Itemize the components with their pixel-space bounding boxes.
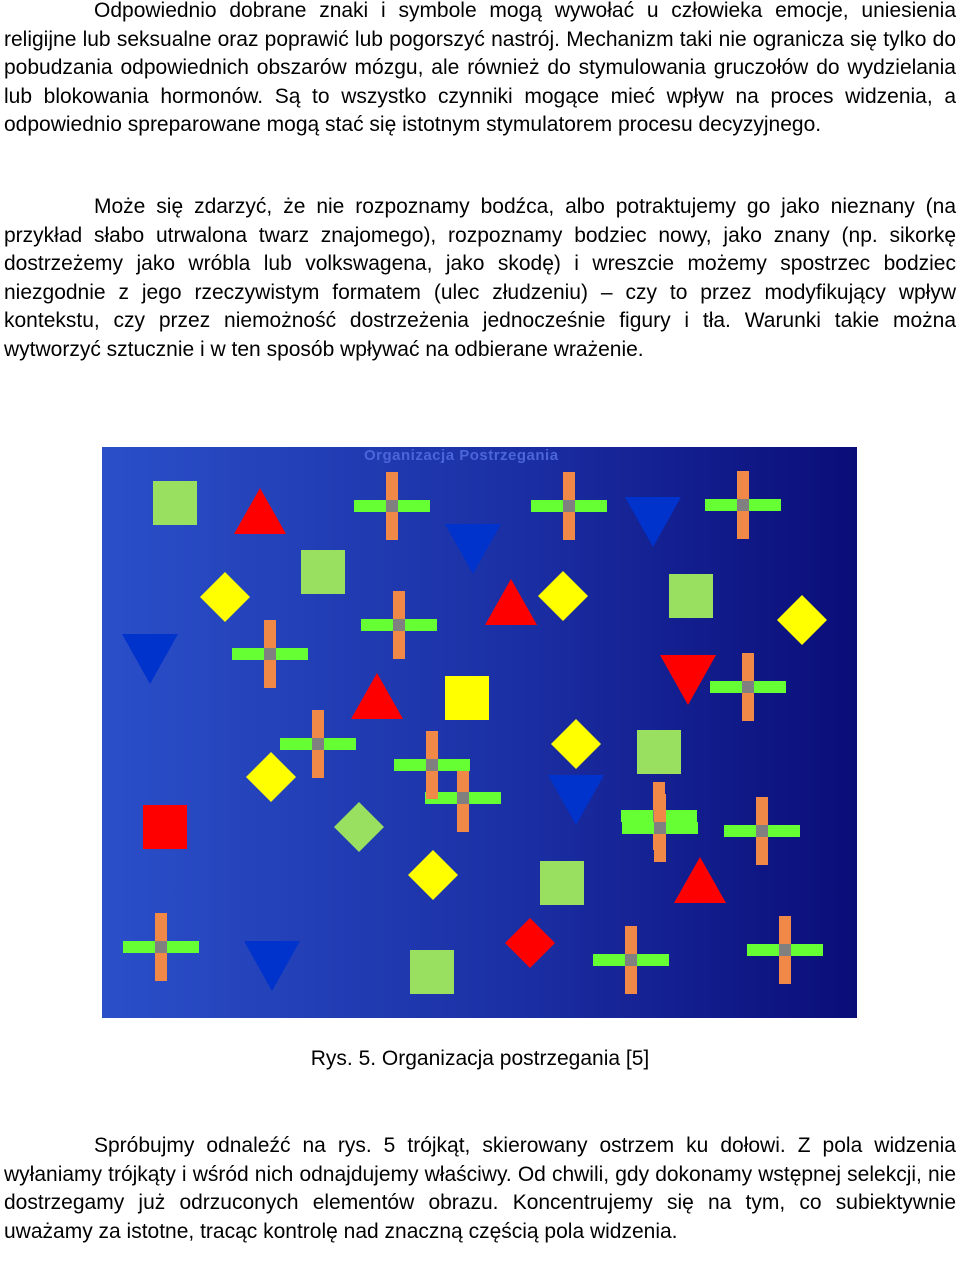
figure-shape-39-triangle-down-blue — [244, 941, 300, 991]
figure-shape-2-cross-center — [386, 500, 398, 512]
figure-shape-24-square-green — [540, 861, 584, 905]
figure-shape-19-triangle-up-red — [351, 673, 403, 719]
figure-shape-7-square-green — [301, 550, 345, 594]
figure-shapes-canvas — [102, 447, 857, 1018]
figure-organizacja-postrzegania — [102, 447, 857, 1018]
figure-shape-31-square-red — [143, 805, 187, 849]
figure-shape-17-triangle-down-blue — [122, 634, 178, 684]
figure-shape-15-triangle-up-red — [485, 579, 537, 625]
paragraph-3 — [4, 1132, 956, 1246]
figure-shape-34-cross-center — [625, 954, 637, 966]
figure-shape-0-square-green — [153, 481, 197, 525]
figure-shape-14-cross-center — [264, 648, 276, 660]
figure-shape-11-diamond-yellow — [538, 571, 588, 621]
figure-shape-18-cross-center — [742, 681, 754, 693]
figure-shape-33-cross-center — [155, 941, 167, 953]
figure-shape-42-diamond-red — [505, 918, 555, 968]
figure-shape-16-cross-center — [312, 738, 324, 750]
figure-shape-22-triangle-down-red — [660, 655, 716, 705]
figure-shape-35-diamond-yellow — [408, 850, 458, 900]
figure-shape-28-diamond-yellow — [551, 719, 601, 769]
figure-shape-32-diamond-green — [334, 802, 384, 852]
paragraph-2 — [4, 193, 956, 364]
figure-shape-37-triangle-up-red — [674, 857, 726, 903]
figure-caption: Rys. 5. Organizacja postrzegania [5] — [310, 1047, 650, 1070]
figure-shape-3-cross-center — [563, 500, 575, 512]
figure-shape-6-cross-center — [393, 619, 405, 631]
figure-shape-4-cross-center — [737, 499, 749, 511]
paragraph-3-text: Spróbujmy odnaleźć na rys. 5 trójkąt, skierowany ostrzem ku dołowi. Z pola widzenia wyłaniamy trójkąty i wśród nich odnajdujemy właściwy. Od chwili, gdy dokonamy wstępnej selekcji, nie dostrzegamy już odrzuconych elementów obrazu. Koncentrujemy się na tym, co subiektywnie uważamy za istotne, tracąc kontrolę nad znaczną częścią pola widzenia. — [4, 1134, 956, 1243]
paragraph-1 — [4, 0, 956, 140]
figure-shape-5-triangle-down-blue — [625, 497, 681, 547]
figure-shape-40-square-green — [410, 950, 454, 994]
figure-shape-29-triangle-down-blue — [548, 775, 604, 825]
figure-shape-38-cross-center — [779, 944, 791, 956]
figure-title: Organizacja Postrzegania — [364, 447, 559, 464]
figure-shape-1-triangle-up-red — [234, 488, 286, 534]
figure-shape-43-square-green — [637, 730, 681, 774]
figure-shape-8-diamond-yellow — [200, 572, 250, 622]
figure-shape-9-triangle-down-blue — [445, 524, 501, 574]
figure-shape-26-diamond-yellow — [246, 752, 296, 802]
figure-shape-10-square-green — [669, 574, 713, 618]
figure-shape-27-cross-center — [426, 759, 438, 771]
figure-shape-25-cross-center — [756, 825, 768, 837]
figure-shape-21-cross-center — [457, 792, 469, 804]
paragraph-2-text: Może się zdarzyć, że nie rozpoznamy bodźca, albo potraktujemy go jako nieznany (na przykład słabo utrwalona twarz znajomego), rozpoznamy bodziec nowy, jako znany (np. sikorkę dostrzeżemy jako wróbla lub volkswagena, jako skodę) i wreszcie możemy spostrzec bodziec niezgodnie z jego rzeczywistym formatem (ulec złudzeniu) – czy to przez modyfikujący wpływ kontekstu, czy przez niemożność dostrzeżenia jednocześnie figury i tła. Warunki takie można wytworzyć sztucznie i w ten sposób wpływać na odbierane wrażenie. — [4, 195, 956, 361]
figure-shape-13-diamond-yellow — [777, 595, 827, 645]
figure-shape-20-square-yellow — [445, 676, 489, 720]
figure-shape-30-cross-center — [654, 822, 666, 834]
paragraph-1-text: Odpowiednio dobrane znaki i symbole mogą wywołać u człowieka emocje, uniesienia religijne lub seksualne oraz poprawić lub pogorszyć nastrój. Mechanizm taki nie ogranicza się tylko do pobudzania odpowiednich obszarów mózgu, ale również do stymulowania gruczołów do wydzielania lub blokowania hormonów. Są to wszystko czynniki mogące mieć wpływ na proces widzenia, a odpowiednio spreparowane mogą stać się istotnym stymulatorem procesu decyzyjnego. — [4, 0, 956, 136]
